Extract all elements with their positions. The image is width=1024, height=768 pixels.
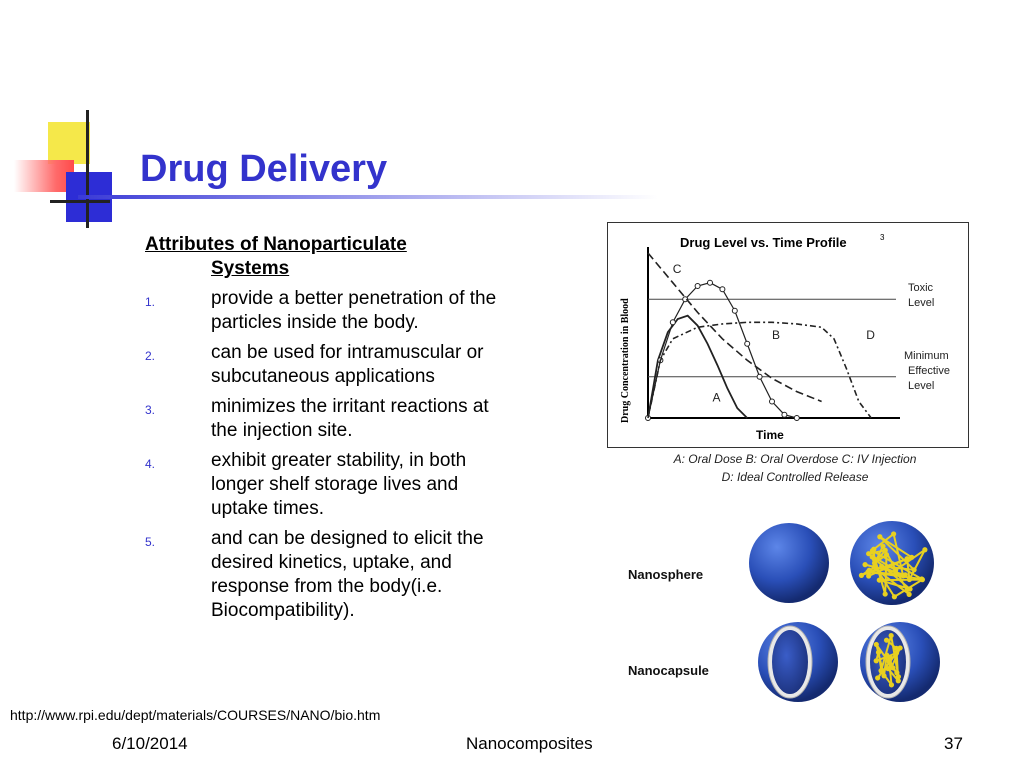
- chart-point: [770, 399, 775, 404]
- attributes-heading-line2: Systems: [211, 258, 290, 279]
- drug-particle: [877, 534, 882, 539]
- drug-level-chart-svg: [608, 223, 968, 447]
- chart-point: [732, 308, 737, 313]
- list-number: 2.: [145, 349, 156, 363]
- drug-particle: [894, 670, 899, 675]
- drug-particle: [893, 568, 898, 573]
- chart-point: [708, 280, 713, 285]
- nanosphere-label: Nanosphere: [628, 567, 704, 582]
- chart-point: [720, 287, 725, 292]
- drug-particle: [859, 573, 864, 578]
- attributes-list: [145, 287, 515, 623]
- chart-series-a: [648, 316, 747, 418]
- drug-particle: [875, 675, 880, 680]
- drug-particle: [898, 645, 903, 650]
- footer-page-number: 37: [944, 734, 963, 753]
- page-title: Drug Delivery: [140, 148, 388, 190]
- drug-particle: [887, 655, 892, 660]
- list-item: [145, 341, 515, 389]
- nanocapsule-label: Nanocapsule: [628, 663, 709, 678]
- logo-vertical-line: [86, 110, 89, 228]
- source-url[interactable]: http://www.rpi.edu/dept/materials/COURSES/NANO/bio.htm: [10, 707, 381, 723]
- drug-particle: [862, 562, 867, 567]
- drug-particle: [879, 564, 884, 569]
- chart-caption-line2: D: Ideal Controlled Release: [721, 470, 869, 484]
- chart-point: [745, 341, 750, 346]
- drug-particle: [909, 555, 914, 560]
- slide-logo: [0, 100, 160, 240]
- list-item: [145, 449, 515, 521]
- list-item: [145, 527, 515, 623]
- drug-particle: [870, 554, 875, 559]
- drug-particle: [920, 577, 925, 582]
- chart-series-label: D: [866, 327, 875, 342]
- drug-particle: [894, 650, 899, 655]
- drug-particle: [889, 665, 894, 670]
- logo-yellow-square: [48, 122, 90, 164]
- list-number: 4.: [145, 457, 156, 471]
- drug-particle: [901, 573, 906, 578]
- chart-y-label: Drug Concentration in Blood: [620, 298, 631, 423]
- footer-title: Nanocomposites: [466, 734, 593, 753]
- nanocapsule-loaded: [860, 622, 940, 702]
- list-number: 1.: [145, 295, 156, 309]
- chart-series-label: A: [712, 390, 721, 405]
- chart-level-label: Effective: [908, 364, 950, 377]
- nanoparticle-illustration: [740, 512, 950, 708]
- footer-date: 6/10/2014: [112, 734, 188, 753]
- chart-x-label: Time: [756, 428, 784, 442]
- logo-horizontal-line: [50, 200, 110, 203]
- nanosphere-loaded: [850, 521, 934, 605]
- chart-series-label: C: [672, 261, 682, 276]
- attributes-heading-line1: Attributes of Nanoparticulate: [145, 234, 407, 255]
- title-underline-rule: [78, 195, 658, 199]
- drug-particle: [892, 594, 897, 599]
- logo-red-square: [14, 160, 74, 192]
- polymer-chain: [885, 555, 886, 594]
- list-number: 3.: [145, 403, 156, 417]
- list-text: minimizes the irritant reactions at the injection site.: [211, 396, 489, 441]
- chart-level-label: Level: [908, 297, 935, 310]
- chart-series-b: [648, 283, 797, 418]
- drug-particle: [907, 586, 912, 591]
- list-text: exhibit greater stability, in both longer shelf storage lives and uptake times.: [211, 450, 467, 519]
- chart-point: [782, 412, 787, 417]
- chart-level-label: Minimum: [904, 349, 949, 362]
- nanocapsule-empty: [758, 622, 838, 702]
- drug-particle: [872, 564, 877, 569]
- list-number: 5.: [145, 535, 156, 549]
- nanosphere-solid: [749, 523, 829, 603]
- drug-particle: [922, 547, 927, 552]
- drug-particle: [879, 669, 884, 674]
- list-text: can be used for intramuscular or subcutaneous applications: [211, 342, 484, 387]
- list-text: and can be designed to elicit the desired kinetics, uptake, and response from the body(i.e. Biocompatibility).: [211, 528, 484, 621]
- drug-particle: [867, 568, 872, 573]
- attributes-heading: [145, 233, 515, 281]
- drug-particle: [883, 591, 888, 596]
- chart-point: [695, 284, 700, 289]
- drug-particle: [871, 547, 876, 552]
- drug-particle: [874, 642, 879, 647]
- chart-point: [794, 416, 799, 421]
- drug-particle: [884, 638, 889, 643]
- chart-point: [757, 374, 762, 379]
- drug-particle: [889, 682, 894, 687]
- drug-particle: [881, 673, 886, 678]
- chart-level-label: Toxic: [908, 282, 934, 295]
- drug-particle: [907, 577, 912, 582]
- drug-particle: [889, 633, 894, 638]
- drug-particle: [891, 531, 896, 536]
- drug-particle: [877, 577, 882, 582]
- chart-point: [670, 320, 675, 325]
- chart-series-label: B: [772, 327, 781, 342]
- drug-particle: [874, 658, 879, 663]
- chart-level-label: Level: [908, 379, 935, 392]
- drug-particle: [880, 544, 885, 549]
- list-text: provide a better penetration of the particles inside the body.: [211, 288, 497, 333]
- drug-particle: [904, 556, 909, 561]
- chart-caption-line1: A: Oral Dose B: Oral Overdose C: IV Injection: [673, 452, 917, 466]
- list-item: [145, 395, 515, 443]
- drug-particle: [876, 650, 881, 655]
- list-item: [145, 287, 515, 335]
- chart-title: Drug Level vs. Time Profile: [680, 235, 847, 250]
- drug-particle: [907, 592, 912, 597]
- drug-particle: [911, 567, 916, 572]
- chart-title-superscript: 3: [880, 233, 885, 242]
- drug-level-chart: [607, 222, 969, 448]
- attributes-text-block: [145, 233, 515, 629]
